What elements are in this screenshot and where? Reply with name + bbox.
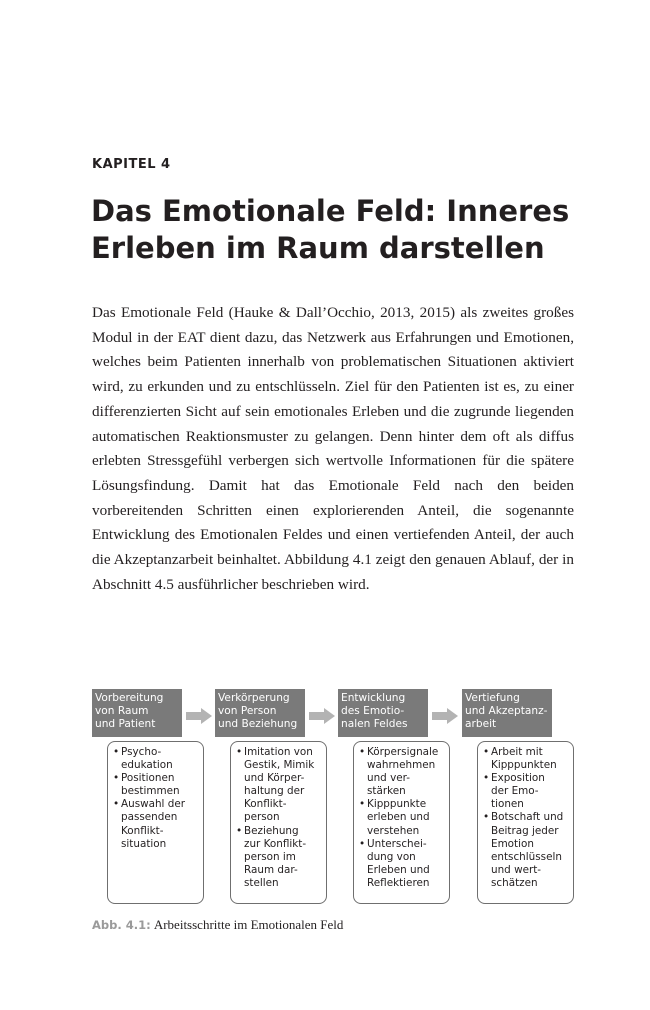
step-bullet-line: stellen [244, 876, 279, 889]
step-bullet-line: und Körper- [244, 772, 305, 785]
step-heading-line: arbeit [465, 718, 497, 730]
step-bullet-line: Kipppunkten [491, 759, 557, 772]
step-bullet-line: Beitrag jeder [491, 824, 559, 837]
step-heading-line: und Akzeptanz- [465, 705, 548, 717]
caption-label: Abb. 4.1: [92, 918, 151, 932]
step-heading [215, 689, 305, 737]
step-bullet-line: • Beziehung [244, 824, 299, 837]
chapter-title [91, 193, 611, 267]
right-arrow-icon [432, 708, 458, 724]
step-bullet-line: • Imitation von [244, 746, 313, 758]
body-paragraph: Das Emotionale Feld (Hauke & Dall’Occhio, 2013, 2015) als zweites großes Modul in der EAT dient dazu, das Netzwerk aus Erfahrungen und Emotionen, welches beim Patienten innerhalb von problematischen Situationen aktiviert wird, zu erkunden und zu entschlüsseln. Ziel für den Patienten ist es, zu einer differenzierten Sicht auf sein emotionales Erleben und die zugrunde liegenden automatischen Reaktionsmuster zu gelangen. Denn hinter dem oft als diffus erlebten Stressgefühl verbergen sich wertvolle Informationen für die spätere Lösungsfindung. Damit hat das Emotionale Feld nach den beiden vorbereitenden Schritten einen explorierenden Anteil, die sogenannte Entwicklung des Emotionalen Feldes und einen vertiefenden Anteil, der auch die Akzeptanzarbeit beinhaltet. Abbildung 4.1 zeigt den genauen Ablauf, der in Abschnitt 4.5 ausführlicher beschrieben wird. [92, 304, 574, 593]
step-bullet-line: Erleben und [367, 863, 430, 876]
step-bullet-line: verstehen [367, 824, 420, 837]
step-heading [462, 689, 552, 737]
step-bullet-line: Raum dar- [244, 863, 298, 876]
step-bullet-line: tionen [491, 798, 524, 811]
step-bullet-line: und ver- [367, 772, 410, 785]
step-bullet-line: Gestik, Mimik [244, 759, 315, 772]
step-bullet-item [236, 746, 322, 825]
step-bullet-line: wahrnehmen [367, 759, 436, 772]
step-bullet-line: • Psycho- [121, 746, 162, 758]
step-bullet-line: situation [121, 837, 167, 850]
step-heading-line: Verkörperung [218, 692, 290, 704]
step-bullet-item [113, 746, 199, 772]
workflow-figure [92, 689, 574, 909]
step-bullet-line: dung von [367, 850, 416, 863]
step-bullet-line: erleben und [367, 811, 430, 824]
right-arrow-icon [186, 708, 212, 724]
chapter-title-line-1: Das Emotionale Feld: Inneres [91, 194, 570, 228]
step-bullet-item [359, 746, 445, 798]
step-bullet-item [359, 838, 445, 890]
step-bullet-line: Emotion [491, 837, 534, 850]
step-bullet-line: • Arbeit mit [491, 746, 543, 758]
step-bullet-line: Reflektieren [367, 876, 430, 889]
step-bullet-line: • Unterschei- [367, 837, 427, 850]
step-bullet-line: • Positionen [121, 772, 175, 785]
step-bullet-line: passenden [121, 811, 178, 824]
step-bullet-item [483, 746, 569, 772]
step-bullet-line: Konflikt- [121, 824, 164, 837]
step-heading-line: Vertiefung [465, 692, 520, 704]
step-details-box [353, 741, 450, 904]
step-bullet-line: • Auswahl der [121, 798, 186, 811]
step-bullet-item [359, 798, 445, 837]
step-heading-line: und Beziehung [218, 718, 298, 730]
figure-caption [92, 917, 343, 933]
step-bullet-item [483, 811, 569, 890]
right-arrow-icon [309, 708, 335, 724]
step-heading-line: und Patient [95, 718, 156, 730]
step-bullet-line: entschlüsseln [491, 850, 562, 863]
step-bullet-line: • Kipppunkte [367, 798, 427, 811]
step-heading-line: nalen Feldes [341, 718, 408, 730]
step-bullet-line: edukation [121, 759, 173, 772]
step-bullet-line: • Botschaft und [491, 811, 564, 824]
step-bullet-item [236, 825, 322, 890]
step-heading [338, 689, 428, 737]
step-bullet-line: Konflikt- [244, 798, 287, 811]
step-heading-line: des Emotio- [341, 705, 405, 717]
chapter-label: KAPITEL 4 [92, 157, 171, 172]
step-bullet-line: bestimmen [121, 785, 180, 798]
step-heading-line: Vorbereitung [95, 692, 164, 704]
step-details-box [477, 741, 574, 904]
step-heading [92, 689, 182, 737]
step-bullet-item [113, 772, 199, 798]
step-bullet-line: • Exposition [491, 772, 545, 785]
chapter-title-line-2: Erleben im Raum darstellen [91, 231, 545, 265]
step-bullet-line: zur Konflikt- [244, 837, 307, 850]
step-heading-line: Entwicklung [341, 692, 406, 704]
step-details-box [107, 741, 204, 904]
step-bullet-line: person im [244, 850, 296, 863]
step-bullet-line: stärken [367, 785, 406, 798]
step-bullet-line: person [244, 811, 280, 824]
step-bullet-line: der Emo- [491, 785, 539, 798]
step-bullet-line: • Körpersignale [367, 746, 439, 758]
step-bullet-item [113, 798, 199, 850]
step-bullet-line: schätzen [491, 876, 538, 889]
step-bullet-line: haltung der [244, 785, 305, 798]
step-heading-line: von Person [218, 705, 277, 717]
step-heading-line: von Raum [95, 705, 149, 717]
caption-text: Arbeitsschritte im Emotionalen Feld [153, 917, 344, 932]
step-bullet-item [483, 772, 569, 811]
step-details-box [230, 741, 327, 904]
step-bullet-line: und wert- [491, 863, 542, 876]
